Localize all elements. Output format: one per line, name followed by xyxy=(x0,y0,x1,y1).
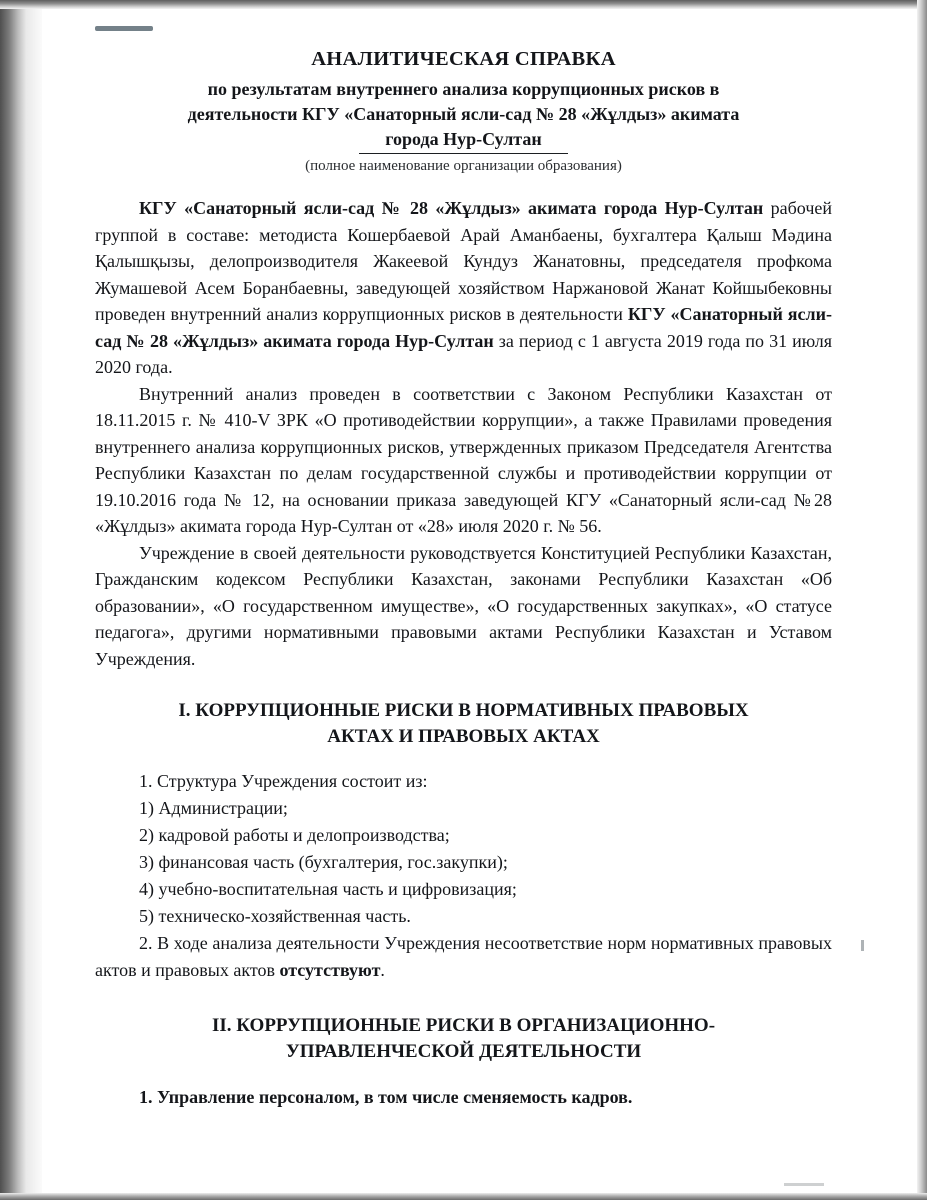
subtitle-line-3-wrapper xyxy=(114,127,814,154)
subtitle-line-1: по результатам внутреннего анализа коррупционных рисков в xyxy=(207,79,720,99)
section-2-heading-line-2: УПРАВЛЕНЧЕСКОЙ ДЕЯТЕЛЬНОСТИ xyxy=(285,1041,642,1062)
paragraph-1-bold-org: КГУ «Санаторный ясли-сад № 28 «Жұлдыз» акимата города Нур-Султан xyxy=(95,304,832,351)
scan-edge-right xyxy=(917,0,927,1200)
document-body xyxy=(95,48,832,1126)
section-1-list xyxy=(95,768,832,930)
section-1-paragraph-2-bold: отсутствуют xyxy=(279,959,381,980)
list-item: 5) техническо-хозяйственная часть. xyxy=(139,906,411,926)
scan-edge-left xyxy=(0,0,26,1200)
section-2-heading-line-1: II. КОРРУПЦИОННЫЕ РИСКИ В ОРГАНИЗАЦИОННО- xyxy=(211,1015,716,1036)
scan-edge-left-inner xyxy=(26,0,42,1200)
document-title: АНАЛИТИЧЕСКАЯ СПРАВКА xyxy=(311,48,616,70)
paragraph-1 xyxy=(95,195,832,381)
paragraph-2: Внутренний анализ проведен в соответствии с Законом Республики Казахстан от 18.11.2015 г. № 410-V ЗРК «О противодействии коррупции», а также Правилами проведения внутреннего анализа коррупционных рисков, утвержденных приказом Председателя Агентства Республики Казахстан по делам государственной службы и противодействии коррупции от 19.10.2016 года № 12, на основании приказа заведующей КГУ «Санаторный ясли-сад №28 «Жұлдыз» акимата города Нур-Султан от «28» июля 2020 г. № 56. xyxy=(95,383,832,536)
section-1-heading xyxy=(119,698,809,750)
section-2-heading xyxy=(119,1013,809,1065)
scan-edge-bottom xyxy=(0,1193,927,1200)
section-1-paragraph-2-text: 2. В ходе анализа деятельности Учреждения несоответствие норм нормативных правовых актов и правовых актов xyxy=(95,933,832,980)
paragraph-1-tail: за период с 1 августа 2019 года по 31 июля 2020 года. xyxy=(95,330,832,377)
paragraph-1-middle: рабочей группой в составе: методиста Кошербаевой Арай Аманбаены, бухгалтера Қалыш Мәдина Қалышқызы, делопроизводителя Жакеевой Кундуз Жанатовны, председателя профкома Жумашевой Асем Боранбаевны, заведующей хозяйством Наржановой Жанат Койшыбековны проведен внутренний анализ коррупционных рисков в деятельности xyxy=(95,198,833,324)
section-1-heading-line-1: I. КОРРУПЦИОННЫЕ РИСКИ В НОРМАТИВНЫХ ПРАВОВЫХ xyxy=(178,700,749,721)
section-1-heading-line-2: АКТАХ И ПРАВОВЫХ АКТАХ xyxy=(327,726,600,747)
section-2-item-1: 1. Управление персоналом, в том числе сменяемость кадров. xyxy=(139,1087,633,1107)
paragraph-3: Учреждение в своей деятельности руководствуется Конституцией Республики Казахстан, Гражданским кодексом Республики Казахстан, законами Республики Казахстан «Об образовании», «О государственном имуществе», «О государственных закупках», «О статусе педагога», другими нормативными правовыми актами Республики Казахстан и Уставом Учреждения. xyxy=(95,542,832,669)
document-caption: (полное наименование организации образования) xyxy=(305,158,622,174)
scan-edge-top xyxy=(0,0,927,9)
scan-artifact-mark xyxy=(95,26,153,31)
paragraph-1-bold-lead: КГУ «Санаторный ясли-сад № 28 «Жұлдыз» акимата города Нур-Султан xyxy=(139,198,764,218)
subtitle-line-2: деятельности КГУ «Санаторный ясли-сад № 28 «Жұлдыз» акимата xyxy=(187,104,740,124)
document-subtitle xyxy=(114,77,814,154)
subtitle-line-3: города Нур-Султан xyxy=(359,127,567,154)
section-1-paragraph-2 xyxy=(95,930,832,983)
list-item: 3) финансовая часть (бухгалтерия, гос.закупки); xyxy=(139,852,508,872)
list-item: 2) кадровой работы и делопроизводства; xyxy=(139,825,450,845)
list-item: 4) учебно-воспитательная часть и цифровизация; xyxy=(139,879,517,899)
scan-artifact-speck-bottom xyxy=(784,1183,824,1186)
list-item: 1) Администрации; xyxy=(139,798,288,818)
scan-artifact-speck xyxy=(861,940,864,951)
section-1-paragraph-2-tail: . xyxy=(380,959,385,980)
list-item: 1. Структура Учреждения состоит из: xyxy=(139,771,428,791)
